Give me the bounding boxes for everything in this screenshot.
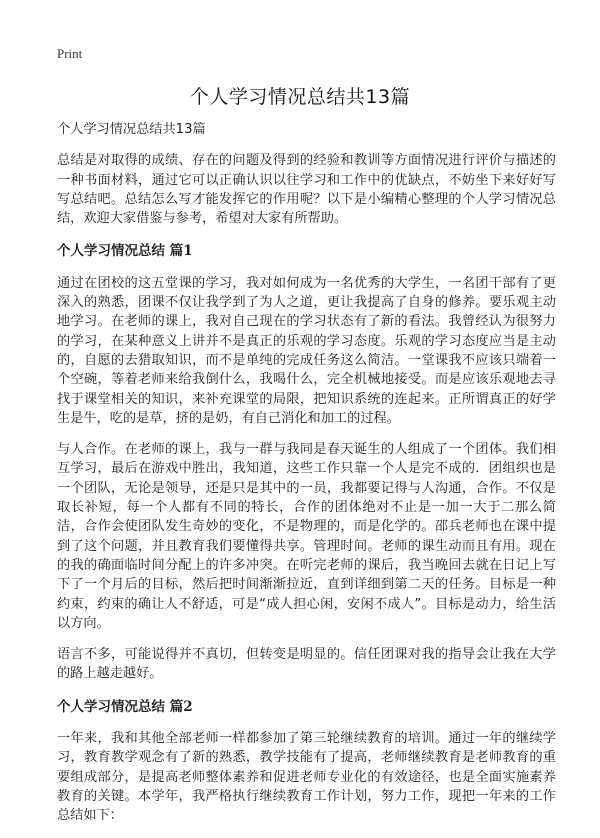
section-1-paragraph-2: 与人合作。在老师的课上，我与一群与我同是春天诞生的人组成了一个团体。我们相互学习，最后在游戏中胜出，我知道，这些工作只靠一个人是完不成的．团组织也是一个团队，无论是领导，还是只是其中的一员，我都要记得与人沟通，合作。不仅是取长补短，每一个人都有不同的特长，合作的团体绝对不止是一加一大于二那么简洁，合作会使团队发生奇妙的变化，不是物理的，而是化学的。邵兵老师也在课中提到了这个问题，并且教育我们要懂得共享。管理时间。老师的课生动而且有用。现在的我的确面临时间分配上的许多冲突。在听完老师的课后，我当晚回去就在日记上写下了一个月后的目标，然后把时间渐渐拉近，直到详细到第二天的任务。目标是一种约束，约束的确让人不舒适，可是“成人担心闲，安闲不成人”。目标是动力，给生活以方向。 — [57, 442, 556, 631]
article-subtitle: 个人学习情况总结共13篇 — [57, 122, 206, 137]
section-2-paragraph-1: 一年来，我和其他全部老师一样都参加了第三轮继续教育的培训。通过一年的继续学习，教育教学观念有了新的熟悉，教学技能有了提高，老师继续教育是老师教育的重要组成部分，是提高老师整体素养和促进老师专业化的有效途径，也是全面实施素养教育的关键。本学年，我严格执行继续教育工作计划，努力工作，现把一年来的工作总结如下： — [57, 731, 556, 824]
section-1-heading: 个人学习情况总结 篇1 — [57, 243, 193, 260]
intro-paragraph: 总结是对取得的成绩、存在的问题及得到的经验和教训等方面情况进行评价与描述的一种书面材料，通过它可以正确认识以往学习和工作中的优缺点，不妨坐下来好好写写总结吧。总结怎么写才能发挥它的作用呢？以下是小编精心整理的个人学习情况总结，欢迎大家借鉴与参考，希望对大家有所帮助。 — [57, 153, 556, 227]
print-link[interactable]: Print — [57, 46, 83, 61]
article-body — [57, 120, 556, 838]
section-1-paragraph-1: 通过在团校的这五堂课的学习，我对如何成为一名优秀的大学生，一名团干部有了更深入的熟悉，团课不仅让我学到了为人之道，更让我提高了自身的修养。要乐观主动地学习。在老师的课上，我对自己现在的学习状态有了新的看法。我曾经认为很努力的学习，在某种意义上讲并不是真正的乐观的学习态度。乐观的学习态度应当是主动的，自愿的去猎取知识，而不是单纯的完成任务这么简洁。一堂课我不应该只端着一个空碗，等着老师来给我倒什么，我喝什么，完全机械地接受。而是应该乐观地去寻找于课堂相关的知识，来补充课堂的局限，把知识系统的连起来。正所谓真正的好学生是牛，吃的是草，挤的是奶，有自己消化和加工的过程。 — [57, 275, 556, 426]
section-2-heading: 个人学习情况总结 篇2 — [57, 698, 193, 715]
section-1-paragraph-3: 语言不多，可能说得并不真切，但转变是明显的。信任团课对我的指导会让我在大学的路上越走越好。 — [57, 647, 556, 682]
page-title: 个人学习情况总结共13篇 — [189, 86, 411, 108]
